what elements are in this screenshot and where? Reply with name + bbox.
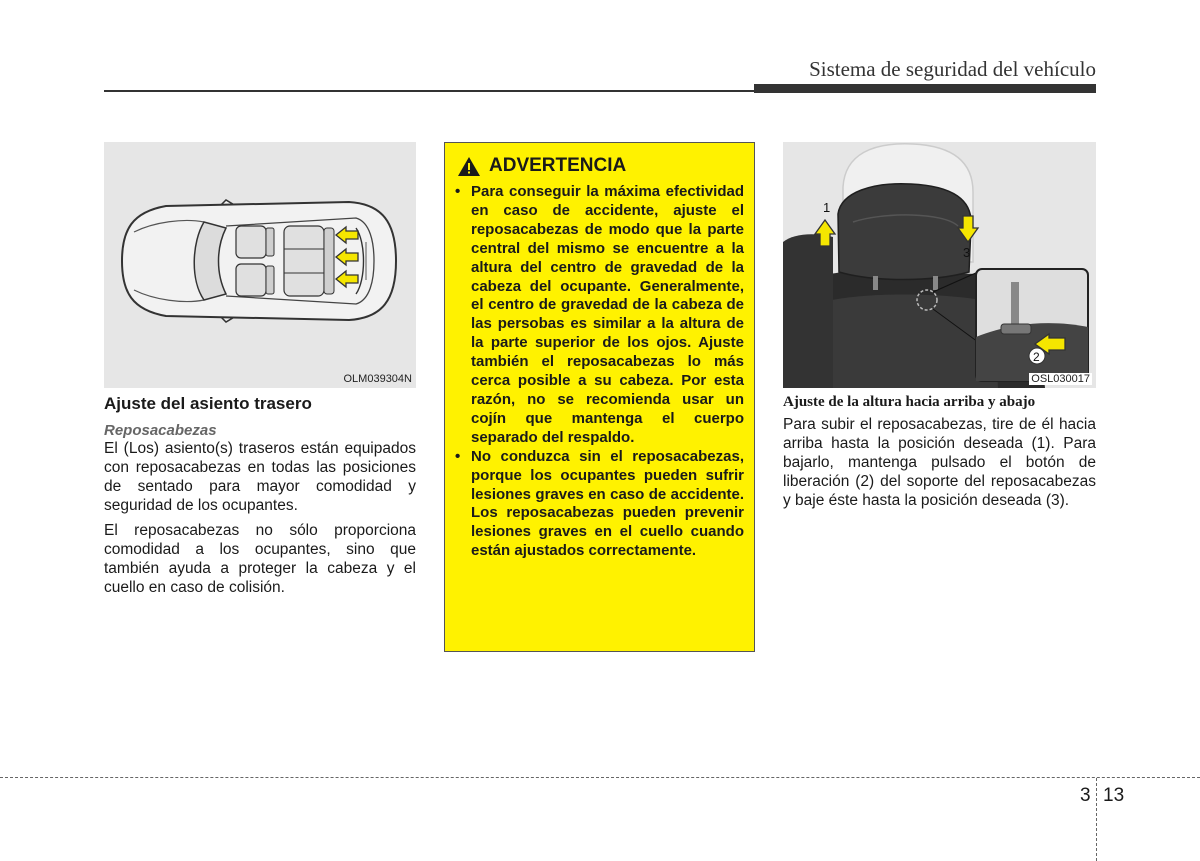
page-header-title: Sistema de seguridad del vehículo	[809, 57, 1096, 81]
bullet-icon: •	[455, 447, 461, 465]
warning-list	[455, 183, 744, 561]
label-3: 3	[963, 245, 971, 260]
bullet-icon: •	[455, 183, 461, 200]
warning-item-text: No conduzca sin el reposacabezas, porque los ocupantes pueden sufrir lesiones graves en caso de accidente. Los reposacabezas pueden prevenir lesiones graves en el cuello cuando están ajustados correctamente.	[471, 447, 744, 560]
car-top-view-illustration	[104, 142, 416, 388]
warning-box	[444, 142, 755, 652]
header-rule-thick	[754, 84, 1096, 93]
warning-item	[455, 448, 744, 561]
section-heading: Ajuste de la altura hacia arriba y abajo	[783, 394, 1036, 410]
footer-rule	[0, 777, 1200, 778]
warning-triangle-icon	[457, 156, 481, 177]
headrest-adjust-figure	[783, 142, 1096, 388]
section-heading: Ajuste del asiento trasero	[104, 394, 312, 413]
right-column	[783, 394, 1096, 516]
figure-code: OLM039304N	[343, 373, 412, 385]
footer-divider	[1096, 778, 1097, 861]
paragraph: El reposacabezas no sólo proporciona comodidad a los ocupantes, sino que también ayuda a proteger la cabeza y el cuello en caso de colisión.	[104, 522, 416, 596]
warning-title: ADVERTENCIA	[489, 155, 627, 176]
paragraph: Para subir el reposacabezas, tire de él hacia arriba hasta la posición deseada (1). Para bajarlo, mantenga pulsado el botón de liberación (2) del soporte del reposacabezas y baje éste hasta la posición deseada (3).	[783, 416, 1096, 509]
page-number: 13	[1103, 785, 1125, 806]
car-top-view-figure	[104, 142, 416, 388]
left-column	[104, 394, 416, 603]
chapter-number: 3	[1080, 785, 1091, 806]
warning-heading	[457, 155, 744, 177]
label-1: 1	[823, 200, 831, 215]
label-2: 2	[1033, 350, 1040, 364]
section-subheading: Reposacabezas	[104, 422, 217, 439]
header-rule	[104, 90, 754, 92]
figure-code: OSL030017	[1031, 373, 1090, 385]
warning-item	[455, 183, 744, 448]
paragraph: El (Los) asiento(s) traseros están equipados con reposacabezas en todas las posiciones de sentado para mayor comodidad y seguridad de los ocupantes.	[104, 440, 416, 514]
warning-item-text: Para conseguir la máxima efectividad en caso de accidente, ajuste el reposacabezas de modo que la parte central del mismo se encuentre a la altura del centro de gravedad de la cabeza del ocupante. Generalmente, el centro de gravedad de la cabeza de las persobas es similar a la altura de la parte superior de los ojos. Ajuste también el reposacabezas lo más cerca posible a su cabeza. Por esta razón, no se recomienda usar un cojín que mantenga el cuerpo separado del respaldo.	[471, 183, 744, 446]
headrest-illustration	[783, 142, 1096, 388]
